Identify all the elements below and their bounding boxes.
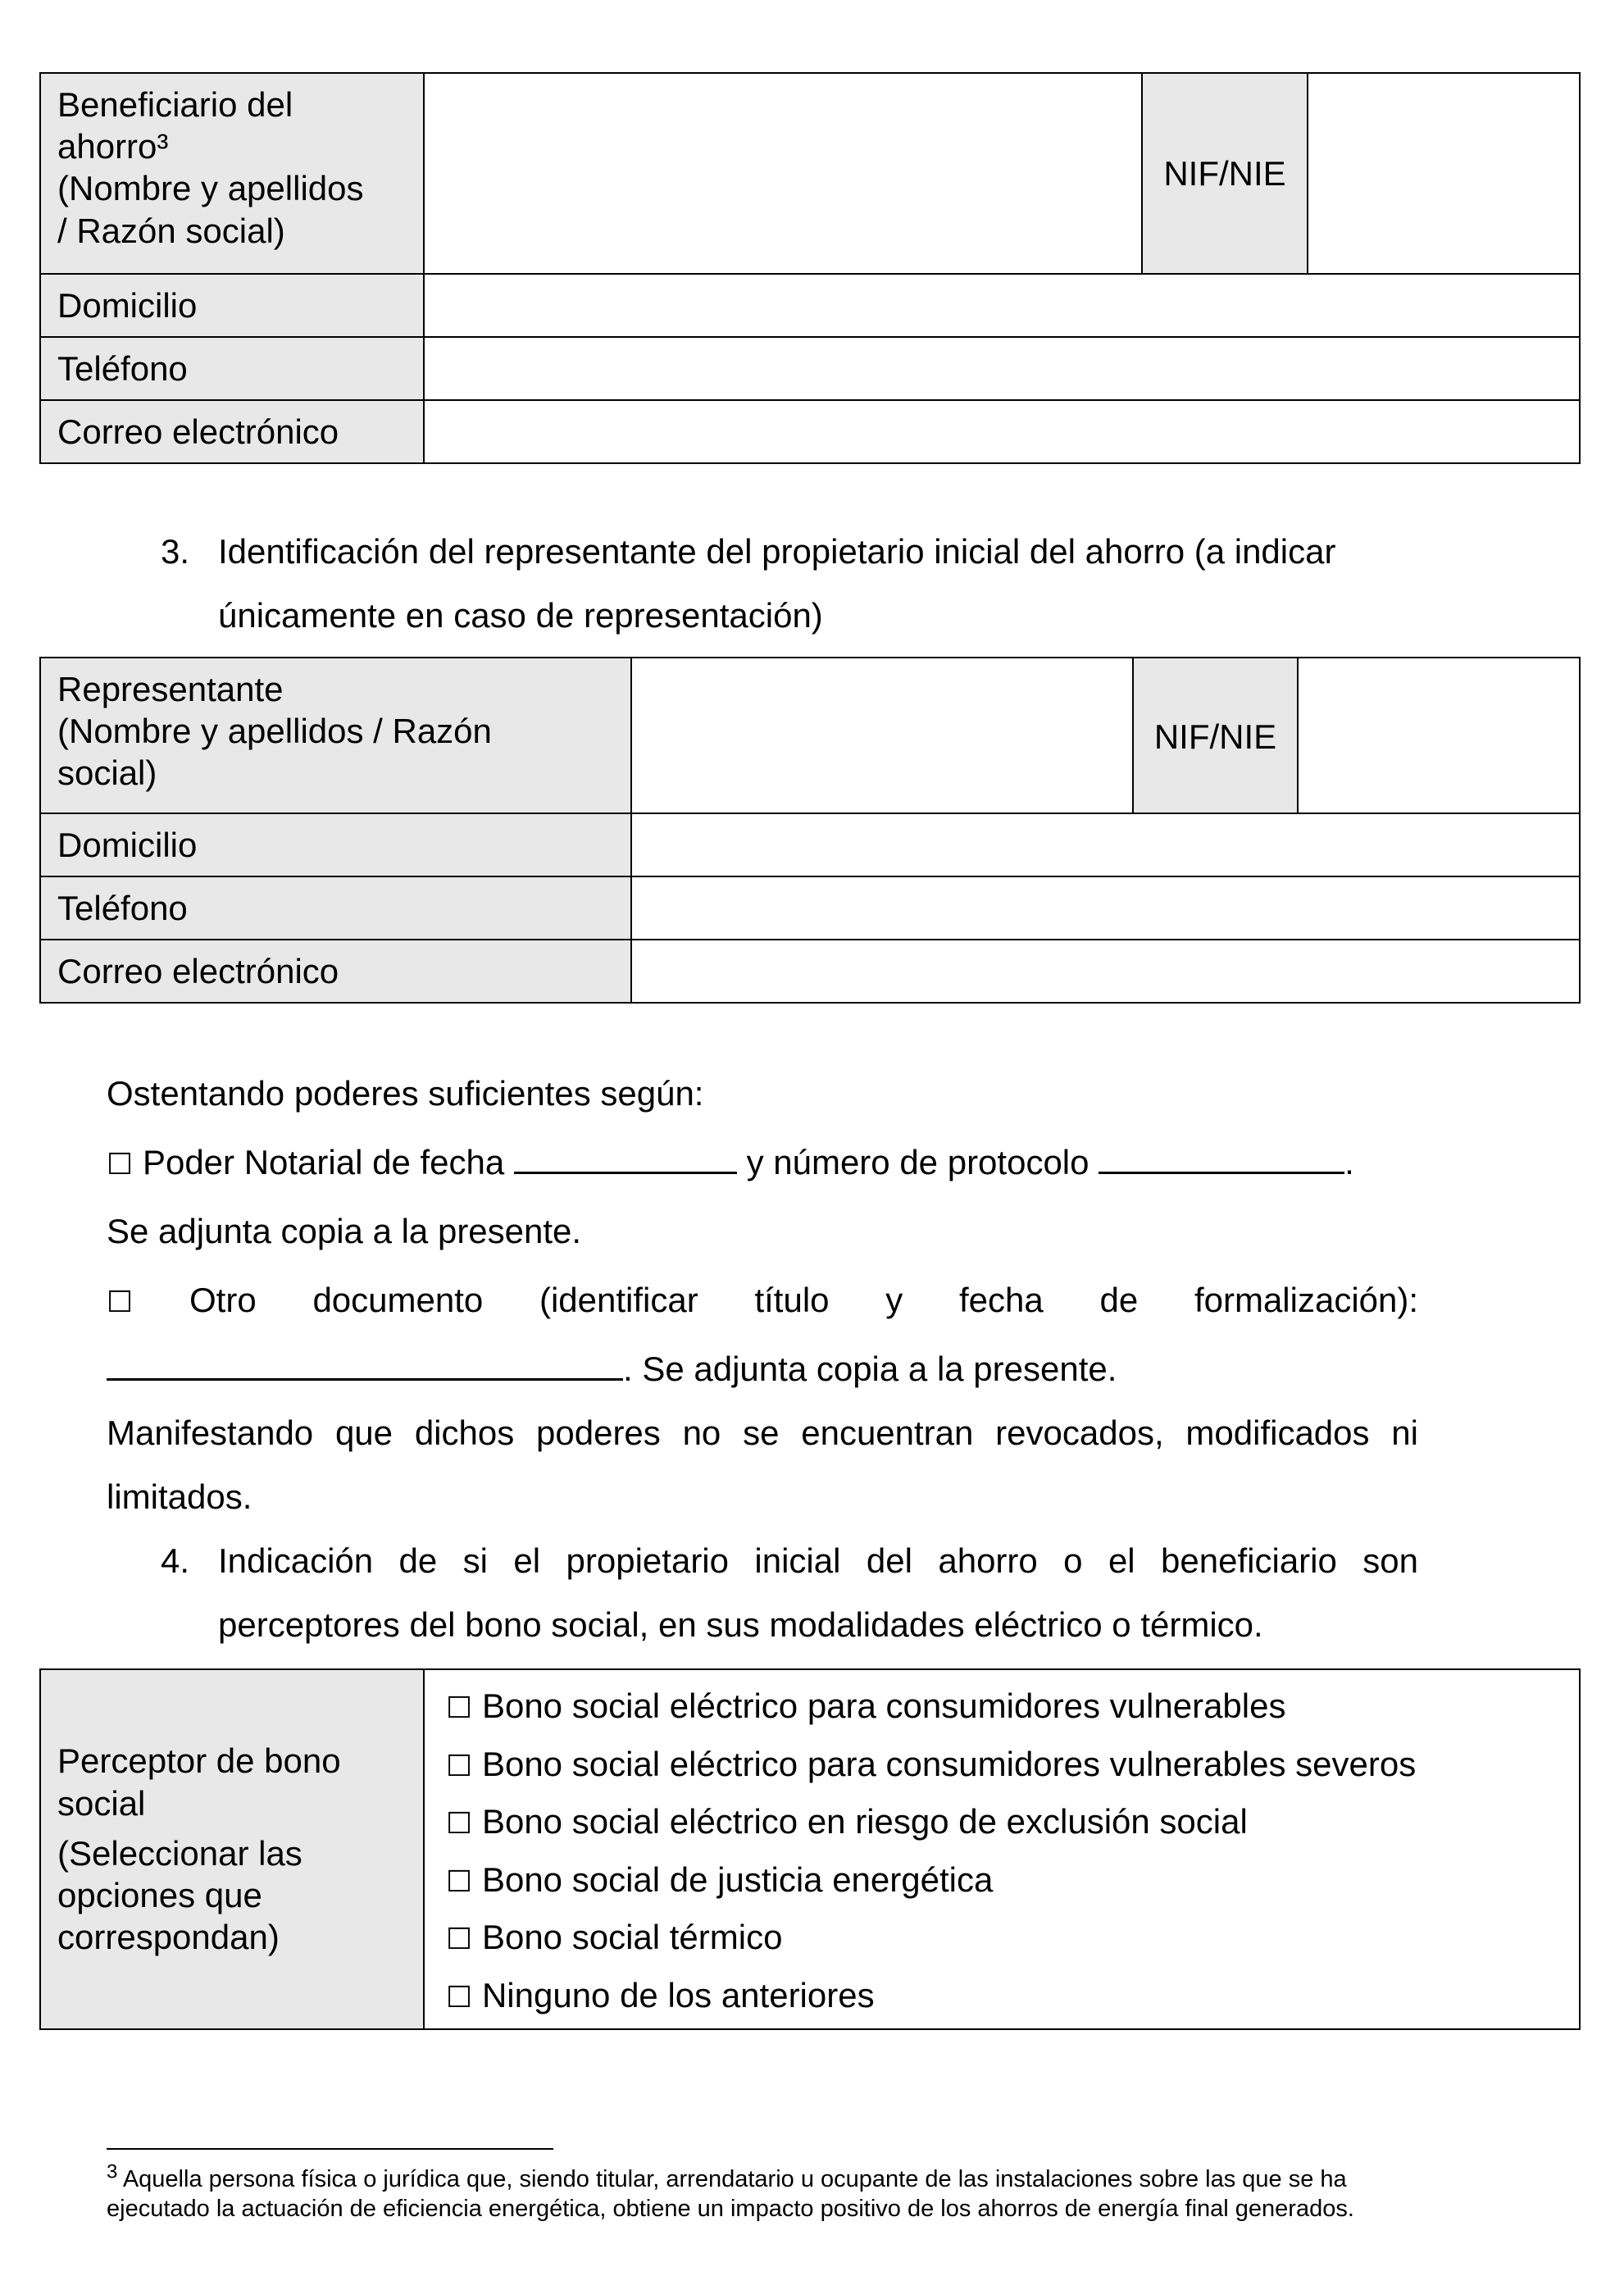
other-document-word: de [1099,1281,1139,1319]
other-document-blank-line [107,1349,1117,1390]
social-bonus-option[interactable] [446,1797,1559,1855]
social-bonus-option[interactable] [446,1913,1559,1971]
other-document-word: Otro [189,1281,257,1319]
declaration-line2: limitados. [107,1477,252,1516]
social-bonus-label-line: (Seleccionar las [57,1833,303,1873]
other-document-word: título [754,1281,830,1319]
representative-name-field[interactable] [631,658,1133,813]
representative-label-line: Representante [57,670,284,708]
declaration-line1: Manifestando que dichos poderes no se encuentran revocados, modificados ni [107,1413,1418,1452]
social-bonus-option-label: Bono social eléctrico para consumidores vulnerables [481,1687,1286,1725]
social-bonus-label-line: Perceptor de bono [57,1741,341,1781]
social-bonus-option[interactable] [446,1682,1559,1740]
representative-phone-label: Teléfono [40,876,631,940]
beneficiary-label [40,73,424,274]
social-bonus-option[interactable] [446,1740,1559,1798]
other-document-word: fecha [959,1281,1044,1319]
beneficiary-label-line: ahorro³ [57,127,169,166]
footnote [107,2160,1435,2224]
footnote-separator [107,2148,553,2150]
beneficiary-label-line: (Nombre y apellidos [57,169,364,208]
section3-heading-line2: únicamente en caso de representación) [218,596,823,635]
beneficiary-phone-field[interactable] [424,337,1580,400]
beneficiary-nif-field[interactable] [1308,73,1580,274]
beneficiary-address-label: Domicilio [40,274,424,337]
social-bonus-option-label: Bono social de justicia energética [481,1859,994,1899]
social-bonus-option-label: Bono social térmico [481,1918,783,1956]
section3-heading-line1: Identificación del representante del propietario inicial del ahorro (a indicar [218,532,1336,571]
attached-copy-note: Se adjunta copia a la presente. [107,1212,582,1250]
protocol-number-blank[interactable] [1099,1144,1344,1174]
other-document-checkbox[interactable]: ☐ [107,1286,134,1319]
checkbox-icon[interactable]: ☐ [446,1807,473,1841]
representative-email-label: Correo electrónico [40,940,631,1003]
representative-email-field[interactable] [631,940,1580,1003]
notarial-power-checkbox[interactable]: ☐ [107,1148,134,1181]
footnote-mark: 3 [107,2160,118,2183]
notarial-date-blank[interactable] [514,1144,737,1174]
social-bonus-option[interactable] [446,1855,1559,1914]
social-bonus-table [39,1668,1581,2030]
representative-label-line: social) [57,753,157,793]
notarial-power-label: Poder Notarial de fecha [142,1143,505,1181]
other-document-word: y [885,1281,903,1319]
social-bonus-label-line: opciones que [57,1876,262,1915]
beneficiary-nif-label: NIF/NIE [1142,73,1308,274]
other-document-word: documento [312,1281,484,1319]
social-bonus-option[interactable] [446,1971,1559,2029]
beneficiary-name-field[interactable] [424,73,1142,274]
social-bonus-label [40,1669,424,2029]
other-document-word: formalización): [1194,1281,1419,1319]
footnote-text: Aquella persona física o jurídica que, siendo titular, arrendatario u ocupante de las instalaciones sobre las que se ha ejecutado la actuación de eficiencia energética, obtiene un impacto positivo de los ahorros de energía final generados. [107,2166,1354,2222]
representative-nif-field[interactable] [1298,658,1580,813]
social-bonus-label-line: social [57,1783,146,1823]
beneficiary-label-line: / Razón social) [57,211,285,250]
notarial-period: . [1344,1143,1354,1181]
section3-number: 3. [161,532,190,571]
section4-number: 4. [161,1541,190,1580]
representative-address-field[interactable] [631,813,1580,876]
representative-table [39,657,1581,1004]
protocol-label: y número de protocolo [746,1143,1089,1181]
section4-heading-line2: perceptores del bono social, en sus modalidades eléctrico o térmico. [218,1605,1263,1644]
representative-address-label: Domicilio [40,813,631,876]
social-bonus-options [424,1669,1580,2029]
checkbox-icon[interactable]: ☐ [446,1749,473,1783]
social-bonus-option-label: Bono social eléctrico para consumidores vulnerables severos [481,1744,1417,1783]
checkbox-icon[interactable]: ☐ [446,1864,473,1899]
representative-phone-field[interactable] [631,876,1580,940]
checkbox-icon[interactable]: ☐ [446,1923,473,1956]
social-bonus-label-line: correspondan) [57,1918,280,1957]
social-bonus-option-label: Ninguno de los anteriores [481,1975,875,2014]
beneficiary-label-line: Beneficiario del [57,85,293,124]
notarial-power-line [107,1142,1354,1186]
beneficiary-email-label: Correo electrónico [40,400,424,463]
other-document-word: (identificar [539,1281,698,1319]
other-document-blank[interactable] [107,1350,623,1381]
beneficiary-email-field[interactable] [424,400,1580,463]
section4-heading-line1: Indicación de si el propietario inicial del ahorro o el beneficiario son [218,1541,1418,1580]
attached-copy-note-2: . Se adjunta copia a la presente. [623,1350,1117,1388]
representative-label-line: (Nombre y apellidos / Razón [57,712,492,751]
beneficiary-phone-label: Teléfono [40,337,424,400]
representative-label [40,658,631,813]
other-document-line [107,1280,1418,1323]
social-bonus-option-label: Bono social eléctrico en riesgo de exclusión social [481,1802,1248,1841]
checkbox-icon[interactable]: ☐ [446,1691,473,1725]
representative-nif-label: NIF/NIE [1133,658,1298,813]
beneficiary-table [39,72,1581,464]
beneficiary-address-field[interactable] [424,274,1580,337]
checkbox-icon[interactable]: ☐ [446,1980,473,2014]
powers-intro: Ostentando poderes suficientes según: [107,1074,704,1113]
